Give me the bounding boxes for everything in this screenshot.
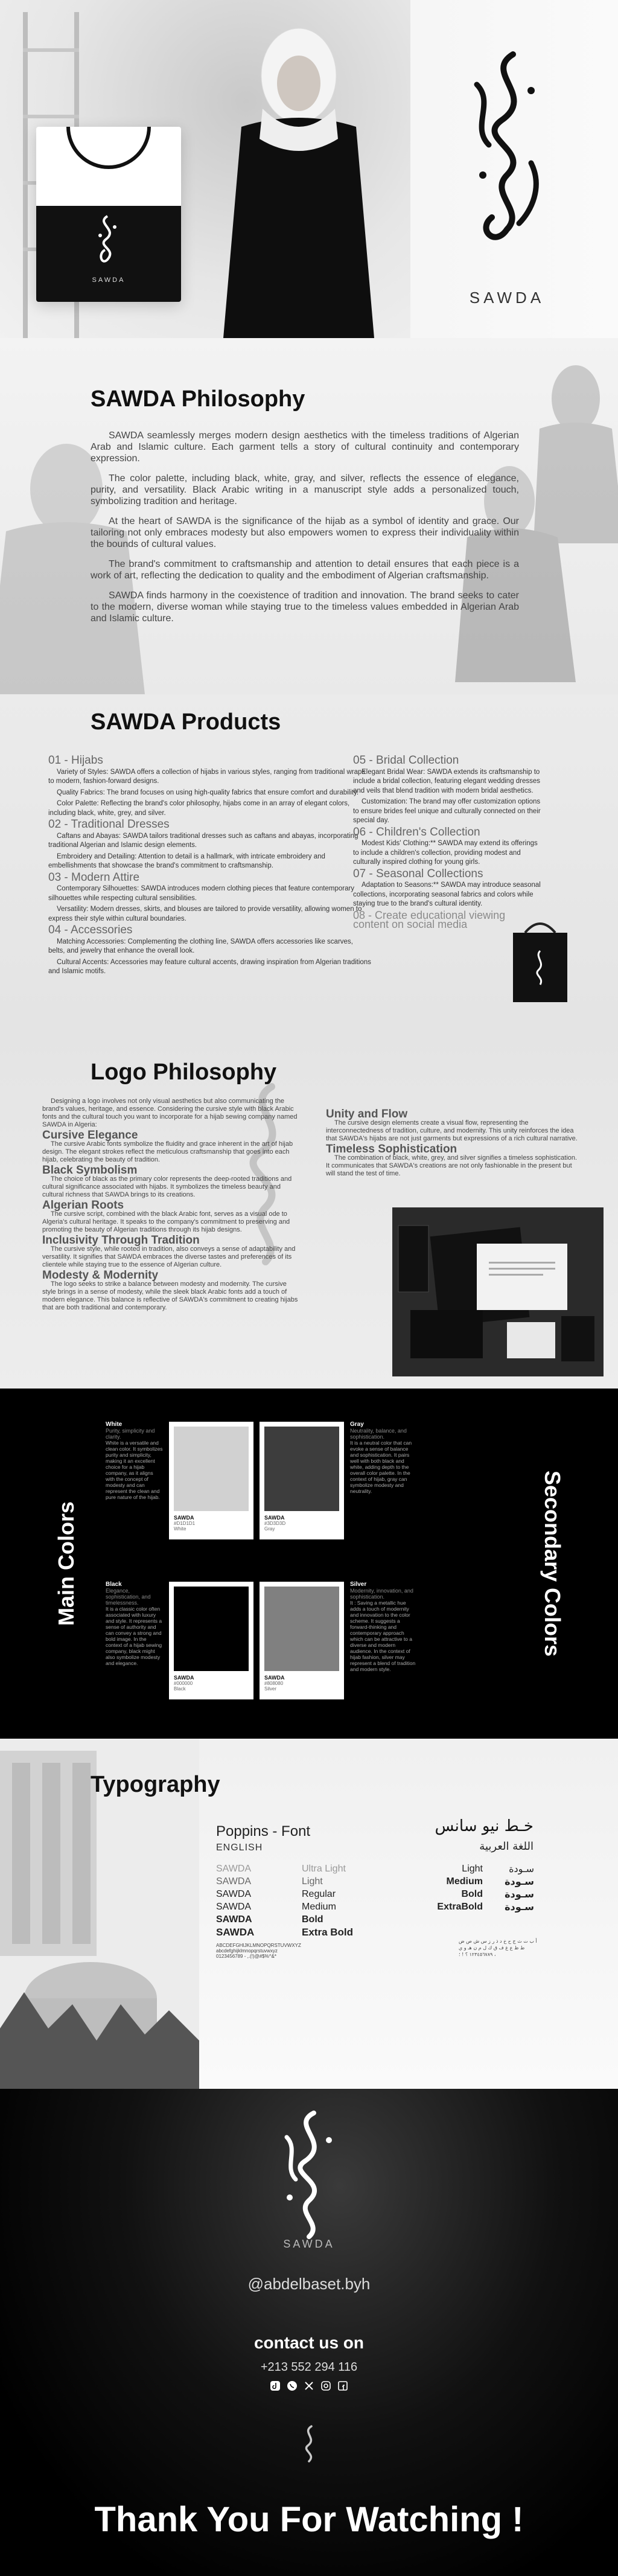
sample-ultralight: SAWDA — [216, 1864, 252, 1874]
latin-weight-names — [302, 1862, 353, 1938]
sample-light: SAWDA — [216, 1876, 252, 1887]
logo-heading: Inclusivity Through Tradition — [42, 1234, 200, 1247]
product-text: Matching Accessories: Complementing the clothing line, SAWDA offers accessories like scarves, belts, and jewelry that enhance the overall look. — [48, 938, 353, 954]
hero-section — [0, 0, 618, 338]
card-color-name: White — [174, 1526, 186, 1532]
logo-text: The combination of black, white, grey, and silver signifies a timeless sophistication. It communicates that SAWDA's creations are not only fashionable in the present but will stand the test of time. — [326, 1154, 578, 1177]
swatch-sub: Modernity, innovation, and sophistication. — [350, 1588, 413, 1600]
sample-regular: SAWDA — [216, 1889, 252, 1899]
logo-text: The logo seeks to strike a balance between modesty and modernity. The cursive style brings in a sense of modesty, while the sleek black Arabic fonts add a touch of modern elegance. This balance is reflective of SAWDA's commitment to creating hijabs that are both traditional and contemporary. — [42, 1280, 298, 1311]
card-color-name: Silver — [264, 1686, 277, 1692]
logo-philosophy-right — [326, 1108, 579, 1180]
contact-title: contact us on — [253, 2333, 364, 2352]
weight-name: Light — [302, 1876, 323, 1887]
tote-bag — [36, 127, 181, 302]
philosophy-title: SAWDA Philosophy — [91, 386, 305, 412]
facebook-icon[interactable] — [337, 2380, 349, 2392]
product-text: Modest Kids' Clothing:** SAWDA may extend its offerings to include a children's collection, providing modest and culturally inspired clothing for young girls. — [353, 840, 538, 866]
logo-text: The cursive Arabic fonts symbolize the fluidity and grace inherent in the art of hijab design. The elegant strokes reflect the meticulous craftsmanship that goes into each hijab, celebrating the beauty of tradition. — [42, 1140, 293, 1163]
weight-name: Medium — [302, 1902, 336, 1912]
product-heading: 03 - Modern Attire — [48, 871, 140, 884]
logo-text: The choice of black as the primary color represents the deep-rooted traditions and cultural significance associated with hijabs. It symbolizes the timeless beauty and cultural richness that SAWDA brings to its creations. — [42, 1175, 292, 1198]
latin-font-language: ENGLISH — [216, 1843, 263, 1853]
sample-bold: SAWDA — [216, 1914, 252, 1925]
product-heading: 06 - Children's Collection — [353, 825, 480, 839]
card-brand: SAWDA — [264, 1515, 285, 1521]
footer-logo-icon — [272, 2107, 344, 2252]
philosophy-paragraph: At the heart of SAWDA is the significance of the hijab as a symbol of identity and grace. Our tailoring not only embraces modesty but also empowers women to express their individuality within the bounds of cultural values. — [91, 516, 519, 549]
thank-you-text: Thank You For Watching ! — [94, 2500, 524, 2539]
product-heading: 02 - Traditional Dresses — [48, 818, 170, 831]
product-text: Versatility: Modern dresses, skirts, and blouses are tailored to provide versatility, allowing women to express their style within cultural boundaries. — [48, 906, 362, 922]
swatch-text: White is a versatile and clean color. It symbolizes purity and simplicity, making it an excellent choice for a hijab company, as it aligns with the concept of modesty and can represent the clean and pure nature of the hijab. — [106, 1440, 163, 1500]
weight-name: Bold — [461, 1889, 483, 1899]
philosophy-section — [0, 338, 618, 694]
swatch-gray — [260, 1422, 441, 1567]
hero-brand-label: SAWDA — [469, 289, 545, 307]
arabic-font-language: اللغة العربية — [479, 1840, 534, 1853]
product-text: Elegant Bridal Wear: SAWDA extends its craftsmanship to include a bridal collection, featuring elegant wedding dresses and veils that blend tradition with modern bridal aesthetics. — [353, 768, 541, 794]
card-brand: SAWDA — [174, 1675, 194, 1681]
card-brand: SAWDA — [174, 1515, 194, 1521]
arabic-sample: سـودة — [509, 1863, 534, 1874]
card-color-name: Gray — [264, 1526, 275, 1532]
arabic-samples — [492, 1862, 534, 1913]
logo-heading: Algerian Roots — [42, 1199, 124, 1212]
arabic-sample: سـودة — [505, 1888, 534, 1900]
sample-extrabold: SAWDA — [216, 1926, 255, 1938]
arabic-weight-names — [422, 1862, 483, 1913]
swatch-description — [106, 1422, 163, 1500]
sample-medium: SAWDA — [216, 1902, 252, 1912]
swatch-sub: Neutrality, balance, and sophistication. — [350, 1428, 407, 1440]
sawda-calligraphy-logo — [459, 48, 555, 272]
logo-heading: Timeless Sophistication — [326, 1143, 457, 1155]
logo-philosophy-title: Logo Philosophy — [91, 1059, 277, 1085]
swatch-text: It is a neutral color that can evoke a sense of balance and sophistication. It pairs well with both black and white, adding depth to the overall color palette. In the context of hijab, gray can symbolize modesty and neutrality. — [350, 1440, 412, 1494]
products-left-column — [48, 755, 371, 979]
swatch-text: It is a classic color often associated with luxury and style. It represents a sense of authority and can convey a strong and bold image. In the context of a hijab sewing company, black might also symbolize modesty and elegance. — [106, 1606, 162, 1666]
weight-name: Medium — [446, 1876, 483, 1887]
footer-section — [0, 2089, 618, 2576]
philosophy-paragraph: The brand's commitment to craftsmanship and attention to detail ensures that each piece is a work of art, reflecting the dedication to quality and the embodiment of Algerian craftsmanship. — [91, 559, 519, 581]
product-heading: 04 - Accessories — [48, 924, 133, 936]
swatch-description — [106, 1582, 163, 1666]
card-code: #000000 — [174, 1681, 193, 1686]
color-card — [169, 1582, 253, 1699]
specimen-upper: ABCDEFGHIJKLMNOPQRSTUVWXYZ — [216, 1943, 301, 1948]
card-color-name: Black — [174, 1686, 186, 1692]
arabic-sample: سـودة — [505, 1901, 534, 1913]
whatsapp-icon[interactable] — [286, 2380, 298, 2392]
logo-heading: Black Symbolism — [42, 1164, 138, 1177]
product-text: Quality Fabrics: The brand focuses on using high-quality fabrics that ensure comfort and durability. — [57, 788, 359, 796]
color-card — [260, 1422, 344, 1539]
typography-section — [0, 1739, 618, 2089]
product-text: Embroidery and Detailing: Attention to detail is a hallmark, with intricate embroidery and embellishments that showcase the brand's commitment to craftsmanship. — [48, 852, 325, 869]
product-heading: 01 - Hijabs — [48, 754, 103, 767]
logo-philosophy-left — [42, 1098, 299, 1314]
product-text: Cultural Accents: Accessories may feature cultural accents, drawing inspiration from Algerian traditions and Islamic motifs. — [48, 958, 371, 975]
color-chip — [264, 1427, 339, 1511]
philosophy-paragraph: SAWDA finds harmony in the coexistence of tradition and innovation. The brand seeks to cater to the modern, diverse woman while staying true to the timeless values embedded in Algerian Arab and Islamic culture. — [91, 590, 519, 624]
phone-number[interactable]: +213 552 294 116 — [260, 2360, 358, 2374]
product-text: Customization: The brand may offer customization options to ensure brides feel unique and culturally connected on their special day. — [353, 798, 541, 824]
philosophy-paragraph: SAWDA seamlessly merges modern design aesthetics with the timeless traditions of Algerian Arab and Islamic culture. Each garment tells a story of cultural continuity and contemporary expression. — [91, 430, 519, 464]
philosophy-body — [91, 430, 519, 633]
card-brand: SAWDA — [264, 1675, 285, 1681]
social-handle[interactable]: @abdelbaset.byh — [247, 2275, 371, 2293]
latin-font-name: Poppins - Font — [216, 1823, 311, 1839]
specimen-lower: abcdefghijklmnopqrstuvwxyz — [216, 1948, 278, 1954]
products-title: SAWDA Products — [91, 709, 281, 735]
color-card — [260, 1582, 344, 1699]
tote-bag-handle — [66, 127, 151, 169]
footer-brand-label: SAWDA — [283, 2238, 335, 2250]
logo-heading: Unity and Flow — [326, 1108, 408, 1120]
color-card — [169, 1422, 253, 1539]
swatch-sub: Elegance, sophistication, and timelessness. — [106, 1588, 151, 1606]
social-icons — [0, 2380, 618, 2392]
product-text: Variety of Styles: SAWDA offers a collection of hijabs in various styles, ranging from traditional wraps to modern, fashion-forward designs. — [48, 768, 366, 785]
weight-name: ExtraBold — [437, 1902, 483, 1912]
model-photo — [217, 18, 380, 338]
weight-name: Regular — [302, 1889, 336, 1899]
product-text: Caftans and Abayas: SAWDA tailors traditional dresses such as caftans and abayas, incorporating traditional Algerian and Islamic design elements. — [48, 832, 358, 849]
swatch-text: It : Saving a metallic hue adds a touch of modernity and innovation to the color scheme. It suggests a forward-thinking and contemporary approach which can be attractive to a diverse and modern audience. In the context of hijab fashion, silver may represent a blend of tradition and modern style. — [350, 1600, 416, 1672]
swatch-name: Gray — [350, 1421, 364, 1428]
logo-intro: Designing a logo involves not only visual aesthetics but also communicating the brand's values, heritage, and essence. Considering the cursive style with black Arabic fonts and the cultural touch you want to incorporate for a hijab sewing company named SAWDA in Algeria: — [42, 1098, 298, 1128]
swatch-sub: Purity, simplicity and clarity. — [106, 1428, 155, 1440]
logo-text: The cursive style, while rooted in tradition, also conveys a sense of adaptability and versatility. It signifies that SAWDA embraces the diverse tastes and preferences of its clientele while staying true to the essence of Algerian culture. — [42, 1245, 296, 1268]
colors-section — [0, 1389, 618, 1739]
instagram-icon[interactable] — [320, 2380, 332, 2392]
specimen-digits: 0123456789 - ,.(!)@#$%^&* — [216, 1954, 276, 1959]
arabic-sample: سـودة — [505, 1876, 534, 1887]
color-chip — [174, 1427, 249, 1511]
typography-title: Typography — [91, 1772, 220, 1797]
product-text: Adaptation to Seasons:** SAWDA may introduce seasonal collections, incorporating seasonal fabrics and colors while staying true to the brand's cultural identity. — [353, 881, 541, 907]
logo-text: The cursive script, combined with the black Arabic font, serves as a visual ode to Algeria's cultural heritage. It speaks to the company's commitment to preserving and promoting the beauty of Algerian traditions through its hijab designs. — [42, 1210, 290, 1233]
bag-brand-label: SAWDA — [92, 276, 126, 284]
swatch-silver — [260, 1582, 441, 1727]
latin-samples — [216, 1862, 254, 1938]
tiktok-icon[interactable] — [269, 2380, 281, 2392]
arabic-font-name: خـط نيو سانس — [435, 1817, 534, 1835]
weight-name: Bold — [302, 1914, 323, 1925]
card-code: #3D3D3D — [264, 1521, 286, 1526]
footer-small-logo-icon — [295, 2424, 323, 2472]
bag-logo-icon — [83, 211, 132, 272]
swatch-description — [350, 1422, 416, 1494]
weight-name: Light — [462, 1864, 483, 1874]
hero-photo — [0, 0, 410, 338]
philosophy-paragraph: The color palette, including black, white, gray, and silver, reflects the essence of elegance, purity, and versatility. Black Arabic writing in a manuscript style adds a personalized touch, symbolizing tradition and heritage. — [91, 473, 519, 507]
logo-philosophy-section — [0, 1026, 618, 1389]
products-right-column — [353, 755, 543, 932]
product-heading: 05 - Bridal Collection — [353, 754, 459, 767]
latin-specimen — [216, 1943, 301, 1959]
weight-name: Ultra Light — [302, 1864, 346, 1874]
swatch-name: White — [106, 1421, 123, 1428]
logo-text: The cursive design elements create a visual flow, representing the interconnectedness of tradition, culture, and modernity. This unity reinforces the idea that SAWDA's hijabs are not just garments but expressions of a rich cultural narrative. — [326, 1119, 578, 1142]
logo-heading: Cursive Elegance — [42, 1129, 138, 1142]
weight-name: Extra Bold — [302, 1926, 354, 1938]
x-icon[interactable] — [303, 2380, 315, 2392]
product-text: Color Palette: Reflecting the brand's color philosophy, hijabs come in an array of elegant colors, including black, white, grey, and silver. — [48, 800, 350, 817]
logo-heading: Modesty & Modernity — [42, 1269, 159, 1282]
color-chip — [264, 1587, 339, 1671]
card-code: #808080 — [264, 1681, 284, 1686]
arabic-specimen: أ ب ت ث ج ح خ د ذ ر ز س ش ص ض ط ظ ع غ ف ق ك ل م ن هـ و ي ١٢٣٤٥٦٧٨٩ ؟ ! ؛ ، — [459, 1938, 537, 1957]
product-text: Contemporary Silhouettes: SAWDA introduces modern clothing pieces that feature contemporary silhouettes while respecting cultural sensibilities. — [48, 885, 355, 902]
products-section — [0, 694, 618, 1026]
main-colors-title: Main Colors — [54, 1501, 78, 1626]
shopping-bag-image — [507, 915, 573, 1005]
color-chip — [174, 1587, 249, 1671]
secondary-colors-title: Secondary Colors — [540, 1470, 565, 1657]
swatch-name: Black — [106, 1581, 122, 1588]
stationery-mockup-image — [392, 1207, 604, 1376]
product-heading: 07 - Seasonal Collections — [353, 867, 483, 880]
swatch-description — [350, 1582, 416, 1672]
swatch-name: Silver — [350, 1581, 367, 1588]
product-heading: 08 - Create educational viewing content on social media — [353, 909, 506, 930]
card-code: #D1D1D1 — [174, 1521, 196, 1526]
